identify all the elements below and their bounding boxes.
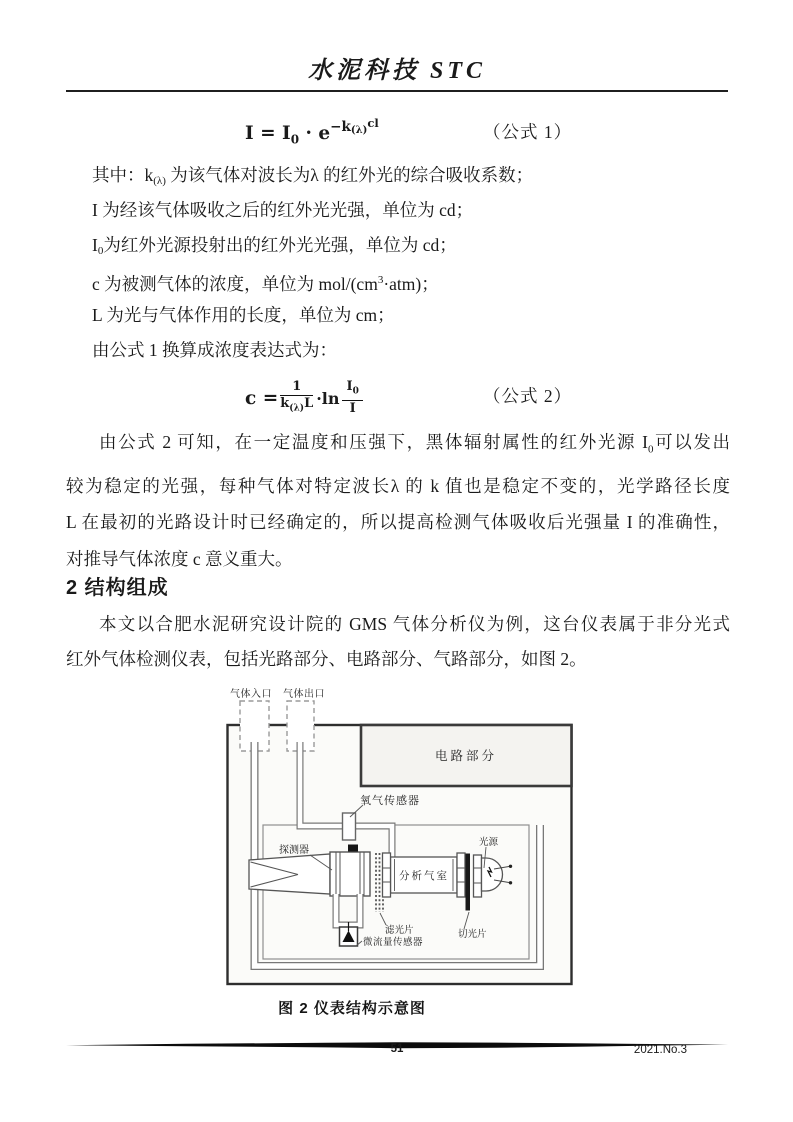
- formula-2-fraction-2: $\frac{I_0}{I}$: [342, 379, 362, 418]
- filter-label: 滤光片: [385, 926, 414, 936]
- chopper-label: 切光片: [458, 930, 487, 940]
- definition-line-i0: I0为红外光源投射出的红外光光强，单位为 cd；: [92, 235, 457, 257]
- definition-line-l: L 为光与气体作用的长度，单位为 cm；: [92, 305, 395, 325]
- detector-knob: [348, 845, 358, 852]
- oxygen-sensor: [343, 813, 356, 840]
- oxygen-sensor-label: 氧气传感器: [360, 795, 420, 807]
- gas-outlet-label: 气体出口: [283, 689, 325, 700]
- gas-inlet-label: 气体入口: [230, 689, 272, 700]
- flow-sensor-label: 微流量传感器: [363, 938, 424, 948]
- instrument-structure-svg: [222, 686, 590, 988]
- detector-body: [330, 845, 370, 897]
- circuit-label: 电路部分: [434, 749, 498, 763]
- definition-line-k: 其中：k(λ) 为该气体对波长为λ 的红外光的综合吸收系数；: [92, 165, 534, 187]
- formula-1-exponent: −k(λ)cl: [330, 116, 379, 136]
- body-paragraph-2: 本文以合肥水泥研究设计院的 GMS 气体分析仪为例，这台仪表属于非分光式 红外气体检测仪表，包括光路部分、电路部分、气路部分，如图 2。: [66, 614, 730, 670]
- definition-line-c: c 为被测气体的浓度，单位为 mol/$(cm^3\cdot atm)$；: [92, 273, 439, 294]
- journal-title: 水泥科技 STC: [307, 58, 486, 84]
- definition-line-intro2: 由公式 1 换算成浓度表达式为：: [92, 340, 337, 360]
- figure-diagram: [222, 686, 590, 988]
- header-rule: [66, 90, 728, 92]
- definition-line-i: I 为经该气体吸收之后的红外光光强，单位为 cd；: [92, 200, 474, 220]
- formula-1: $I = I_0 \cdot e^{-k_{(\lambda)}cl}$: [245, 116, 379, 147]
- page-number: 51: [390, 1043, 404, 1055]
- formula-2: c = $\frac{1}{k_{(\lambda)}L}$ ·ln $\frac{I_0}{I}$: [245, 374, 365, 422]
- footer-rule: [66, 1036, 728, 1043]
- chopper-bar: [466, 854, 471, 911]
- chamber-label: 分析气室: [399, 871, 449, 882]
- light-source-label: 光源: [479, 838, 499, 848]
- body-paragraph-1: 由公式 2 可知，在一定温度和压强下，黑体辐射属性的红外光源 $I_0$可以发出 较为稳定的光强，每种气体对特定波长λ 的 k 值也是稳定不变的，光学路径长度 L 在最初的光路设计时已经确定的，所以提高检测气体吸收后光强量 I 的准确性， 对推导气体浓度 c 意义重大。: [66, 432, 731, 569]
- formula-1-label: （公式 1）: [483, 122, 573, 142]
- formula-1-i0-sub: 0: [290, 132, 300, 147]
- figure-caption: 图 2 仪表结构示意图: [278, 1000, 426, 1017]
- formula-2-label: （公式 2）: [483, 386, 573, 406]
- issue-number: 2021.No.3: [633, 1044, 687, 1056]
- section-heading: 2 结构组成: [66, 577, 169, 599]
- detector-label: 探测器: [279, 845, 309, 856]
- formula-2-fraction-1: $\frac{1}{k_{(\lambda)}L}$: [280, 379, 314, 414]
